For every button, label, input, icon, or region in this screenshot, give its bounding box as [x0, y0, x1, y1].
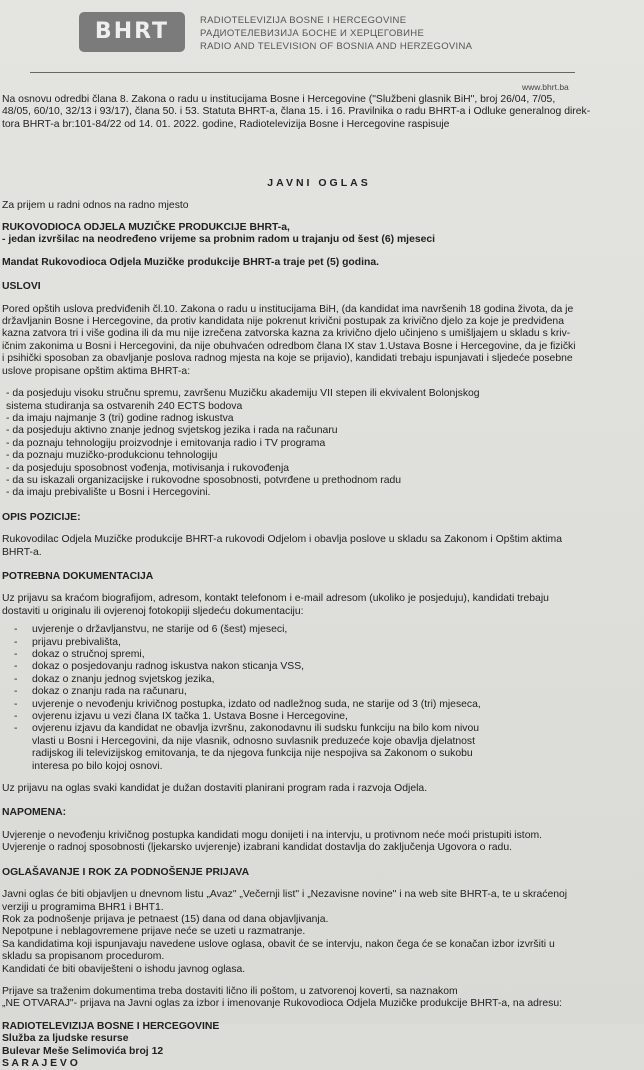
text-line: verziji u programima BHR1 i BHT1. [2, 901, 164, 913]
document-title: JAVNI OGLAS [267, 177, 371, 190]
text-line: skladu sa propisanom procedurom. [2, 951, 165, 963]
address-line: S A R A J E V O [2, 1057, 78, 1069]
section-heading-opis: OPIS POZICIJE: [2, 511, 81, 523]
list-item-continuation: radijskog ili televizijskog emitovanja, te da njegova funkcija nije nespojiva sa Zakonom o sukobu [32, 748, 473, 760]
section-heading-dokumentacija: POTREBNA DOKUMENTACIJA [2, 570, 154, 582]
text-line: i psihički sposoban za obavljanje poslova radnog mjesta na koje se prijavio), kandidati trebaju ispunjavati i sljedeće posebne [2, 353, 573, 365]
text-line: kazna zatvora tri i više godina ili da mu nije izrečena zatvorska kazna za krivično djelo učinjeno s umišljajem u skladu s kriv- [2, 328, 571, 340]
text-line: uslove propisane opštim aktima BHRT-a: [2, 365, 191, 377]
text-line: RUKOVODIOCA ODJELA MUZIČKE PRODUKCIJE BHRT-a, [2, 222, 290, 234]
list-item: - da posjeduju visoku stručnu spremu, završenu Muzičku akademiju VII stepen ili ekvivalent Bolonjskog [6, 388, 480, 400]
list-item: - uvjerenje o nevođenju krivičnog postupka, izdato od nadležnog suda, ne starije od 3 (tri) mjeseca, [14, 698, 481, 710]
website: www.bhrt.ba [522, 82, 569, 92]
text-line: Javni oglas će biti objavljen u dnevnom listu „Avaz" „Večernji list" i „Nezavisne novine" i na web site BHRT-a, te u skraćenoj [2, 889, 568, 901]
text-line: tora BHRT-a br:101-84/22 od 14. 01. 2022. godine, Radiotelevizija Bosne i Hercegovine raspisuje [2, 118, 450, 130]
list-item: - da poznaju muzičko-produkcionu tehnologiju [6, 450, 218, 462]
text-line: ičnim zakonima u Bosni i Hercegovini, da nije obuhvaćen odredbom člana IX stav 1.Ustava Bosne i Hercegovine, da je fizički [2, 340, 576, 352]
list-item: - ovjerenu izjavu u vezi člana IX tačka 1. Ustava Bosne i Hercegovine, [14, 711, 348, 723]
text-line: državljanin Bosne i Hercegovine, da protiv kandidata nije pokrenut krivični postupak za krivično djelo za koje je predviđena [2, 316, 564, 328]
submission-text [2, 986, 636, 1011]
org-line: RADIOTELEVIZIJA BOSNE I HERCEGOVINE [200, 15, 407, 26]
organization-name [200, 14, 472, 53]
address-line: Bulevar Meše Selimovića broj 12 [2, 1045, 164, 1057]
list-item: - dokaz o znanju rada na računaru, [14, 686, 187, 698]
list-item: - da imaju najmanje 3 (tri) godine radnog iskustva [6, 412, 234, 424]
text-line: Uvjerenje o radnoj sposobnosti (ljekarsko uvjerenje) izabrani kandidat dostavlja do zaključenja Ugovora o radu. [2, 842, 513, 854]
letterhead [0, 0, 644, 82]
list-item-continuation: vlasti u Bosni i Hercegovini, da nije vlasnik, odnosno suvlasnik preduzeće koje obavlja djelatnost [32, 735, 476, 747]
section-heading-napomena: NAPOMENA: [2, 807, 67, 819]
text-line: BHRT-a. [2, 546, 42, 558]
text-line: Kandidati će biti obaviješteni o ishodu javnog oglasa. [2, 963, 246, 975]
napomena-text [2, 830, 636, 855]
text-line: Sa kandidatima koji ispunjavaju navedene uslove oglasa, obavit će se intervju, nakon čega će se konačan izbor izvršiti u [2, 938, 555, 950]
list-item: - da su iskazali organizacijske i rukovodne sposobnosti, potvrđene u prethodnom radu [6, 474, 402, 486]
section-heading-uslovi: USLOVI [2, 281, 41, 293]
text-line: 48/05, 60/10, 32/13 i 93/17), člana 50. i 53. Statuta BHRT-a, člana 15. i 16. Pravilnika o radu BHRT-a i Odluke generalnog direk- [2, 106, 591, 118]
list-item: - da posjeduju sposobnost vođenja, motivisanja i rukovođenja [6, 462, 290, 474]
text-line: Na osnovu odredbi člana 8. Zakona o radu u institucijama Bosne i Hercegovine ("Službeni glasnik BiH", broj 26/04, 7/05, [2, 94, 556, 105]
intro-paragraph [2, 94, 636, 131]
list-item: - dokaz o znanju jednog svjetskog jezika, [14, 673, 215, 685]
list-item: - dokaz o stručnoj spremi, [14, 649, 145, 660]
list-item: sistema studiranja sa ostvarenih 240 ECTS bodova [6, 400, 243, 412]
mandate: Mandat Rukovodioca Odjela Muzičke produkcije BHRT-a traje pet (5) godina. [2, 256, 380, 268]
dokumentacija-text [2, 593, 636, 618]
list-item: - ovjerenu izjavu da kandidat ne obavlja izvršnu, zakonodavnu ili sudsku funkciju na bilo kom nivou [14, 723, 480, 735]
document-body [2, 94, 636, 1070]
list-item: - da posjeduju aktivno znanje jednog svjetskog jezika i rada na računaru [6, 425, 338, 437]
oglasavanje-text [2, 889, 636, 976]
list-item: - uvjerenje o državljanstvu, ne starije od 6 (šest) mjeseci, [14, 624, 288, 636]
address-line: RADIOTELEVIZIJA BOSNE I HERCEGOVINE [2, 1020, 220, 1032]
text-line: Prijave sa traženim dokumentima treba dostaviti lično ili poštom, u zatvorenoj koverti, sa naznakom [2, 985, 458, 997]
list-item: - da imaju prebivalište u Bosni i Hercegovini. [6, 487, 211, 499]
text-line: dostaviti u originalu ili ovjerenoj fotokopiji sljedeću dokumentaciju: [2, 605, 304, 617]
program-note: Uz prijavu na oglas svaki kandidat je dužan dostaviti planirani program rada i razvoja Odjela. [2, 783, 428, 795]
list-item: - prijavu prebivališta, [14, 636, 121, 648]
list-item-continuation: interesa po bilo kojoj osnovi. [32, 760, 163, 772]
subtitle: Za prijem u radni odnos na radno mjesto [2, 199, 189, 211]
text-line: Rukovodilac Odjela Muzičke produkcije BHRT-a rukovodi Odjelom i obavlja poslove u skladu sa Zakonom i Opštim aktima [2, 534, 562, 546]
section-heading-oglasavanje: OGLAŠAVANJE I ROK ZA PODNOŠENJE PRIJAVA [2, 866, 250, 878]
text-line: Uvjerenje o nevođenju krivičnog postupka kandidati mogu donijeti i na intervju, u protivnom neće moći pristupiti istom. [2, 829, 543, 841]
header-divider [30, 72, 575, 73]
text-line: Uz prijavu sa kraćom biografijom, adresom, kontakt telefonom i e-mail adresom (ukoliko je posjeduju), kandidati trebaju [2, 593, 549, 605]
list-item: - da poznaju tehnologiju proizvodnje i emitovanja radio i TV programa [6, 437, 326, 449]
text-line: Pored opštih uslova predviđenih čl.10. Zakona o radu u institucijama BiH, (da kandidat ima navršenih 18 godina života, da je [2, 303, 574, 315]
text-line: „NE OTVARAJ"- prijava na Javni oglas za izbor i imenovanje Rukovodioca Odjela Muzičke produkcije BHRT-a, na adresu: [2, 998, 563, 1010]
bhrt-logo: BHRT [79, 12, 185, 52]
position-title [2, 222, 636, 247]
list-item: - dokaz o posjedovanju radnog iskustva nakon sticanja VSS, [14, 661, 305, 673]
text-line: Rok za podnošenje prijava je petnaest (15) dana od dana objavljivanja. [2, 913, 329, 925]
org-line: RADIO AND TELEVISION OF BOSNIA AND HERZEGOVINA [200, 41, 473, 52]
text-line: Nepotpune i neblagovremene prijave neće se uzeti u razmatranje. [2, 926, 306, 938]
uslovi-text [2, 304, 636, 378]
opis-text [2, 534, 636, 559]
uslovi-list [2, 388, 636, 500]
dokumentacija-list [2, 624, 636, 773]
mailing-address [2, 1021, 636, 1070]
text-line: - jedan izvršilac na neodređeno vrijeme sa probnim radom u trajanju od šest (6) mjeseci [2, 234, 436, 246]
address-line: Služba za ljudske resurse [2, 1033, 129, 1045]
org-line: РАДИОТЕЛЕВИЗИЈА БОСНЕ И ХЕРЦЕГОВИНЕ [200, 28, 425, 39]
